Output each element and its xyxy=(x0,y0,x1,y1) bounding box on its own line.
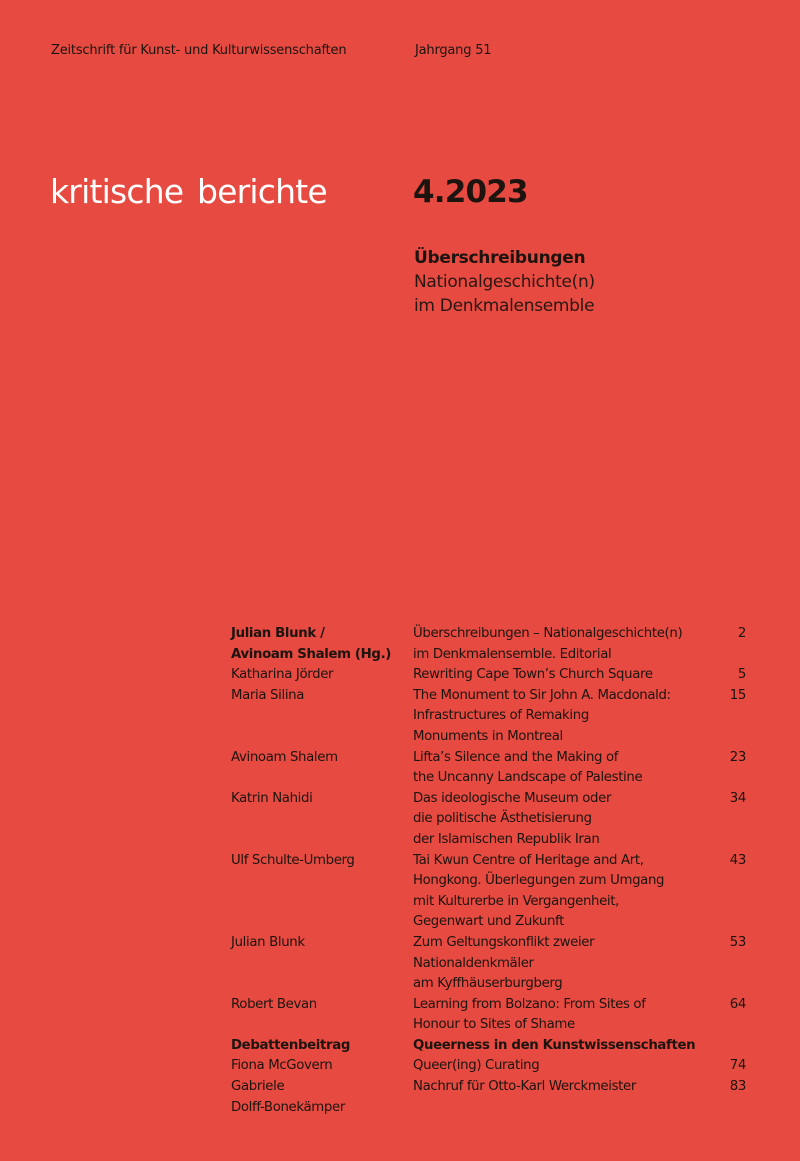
toc-entry xyxy=(231,851,751,933)
toc-title: Tai Kwun Centre of Heritage and Art, Hongkong. Überlegungen zum Umgang mit Kulturerbe in Vergangenheit, Gegenwart und Zukunft xyxy=(413,852,665,930)
toc-page-number: 15 xyxy=(729,687,746,703)
toc-entry xyxy=(231,995,751,1036)
toc-author: Katharina Jörder xyxy=(231,667,334,683)
toc-page-number: 5 xyxy=(737,667,746,683)
toc-page-number: 74 xyxy=(729,1058,746,1074)
toc-title: Zum Geltungskonflikt zweier Nationaldenkmäler am Kyffhäuserburgberg xyxy=(413,934,595,992)
toc-page-number: 34 xyxy=(729,790,746,806)
toc-title: Queerness in den Kunstwissenschaften xyxy=(413,1037,696,1053)
toc-author: Ulf Schulte-Umberg xyxy=(231,852,355,868)
toc-title: Lifta’s Silence and the Making of the Uncanny Landscape of Palestine xyxy=(413,749,643,786)
theme-subtitle-line1: Nationalgeschichte(n) xyxy=(414,272,595,292)
toc-title: Überschreibungen – Nationalgeschichte(n) im Denkmalensemble. Editorial xyxy=(413,626,683,662)
issue-number: 4.2023 xyxy=(413,174,528,210)
theme-title: Überschreibungen xyxy=(414,248,586,268)
toc-author: Avinoam Shalem xyxy=(231,749,338,765)
issue-theme xyxy=(414,246,595,318)
toc-author: Gabriele Dolff-Bonekämper xyxy=(231,1079,345,1115)
toc-entry xyxy=(231,789,751,851)
toc-author: Fiona McGovern xyxy=(231,1058,333,1074)
toc-title: Learning from Bolzano: From Sites of Honour to Sites of Shame xyxy=(413,996,646,1033)
toc-page-number: 83 xyxy=(729,1079,746,1095)
volume-label: Jahrgang 51 xyxy=(415,43,492,58)
toc-title: Queer(ing) Curating xyxy=(413,1058,540,1074)
toc-author: Debattenbeitrag xyxy=(231,1037,350,1053)
toc-title: Nachruf für Otto-Karl Werckmeister xyxy=(413,1079,636,1095)
toc-title: The Monument to Sir John A. Macdonald: Infrastructures of Remaking Monuments in Montreal xyxy=(413,687,671,744)
theme-subtitle-line2: im Denkmalensemble xyxy=(414,296,595,316)
toc-author: Katrin Nahidi xyxy=(231,790,313,806)
journal-title: kritische berichte xyxy=(50,172,327,211)
toc-entry xyxy=(231,686,751,748)
toc-author: Robert Bevan xyxy=(231,996,317,1012)
table-of-contents xyxy=(231,624,751,1118)
toc-entry xyxy=(231,624,751,665)
toc-entry xyxy=(231,1077,751,1118)
toc-author: Maria Silina xyxy=(231,687,305,703)
toc-page-number: 64 xyxy=(729,996,746,1012)
toc-author: Julian Blunk / Avinoam Shalem (Hg.) xyxy=(231,626,392,662)
toc-page-number: 23 xyxy=(729,749,746,765)
toc-entry xyxy=(231,1036,751,1057)
toc-page-number: 43 xyxy=(729,852,746,868)
toc-entry xyxy=(231,748,751,789)
toc-entry xyxy=(231,665,751,686)
toc-title: Das ideologische Museum oder die politische Ästhetisierung der Islamischen Republik Iran xyxy=(413,790,612,847)
toc-entry xyxy=(231,933,751,995)
journal-subtitle: Zeitschrift für Kunst- und Kulturwissenschaften xyxy=(51,43,347,58)
toc-page-number: 53 xyxy=(729,934,746,950)
toc-entry xyxy=(231,1056,751,1077)
toc-author: Julian Blunk xyxy=(231,934,305,950)
toc-page-number: 2 xyxy=(737,626,746,641)
toc-title: Rewriting Cape Town’s Church Square xyxy=(413,667,653,683)
